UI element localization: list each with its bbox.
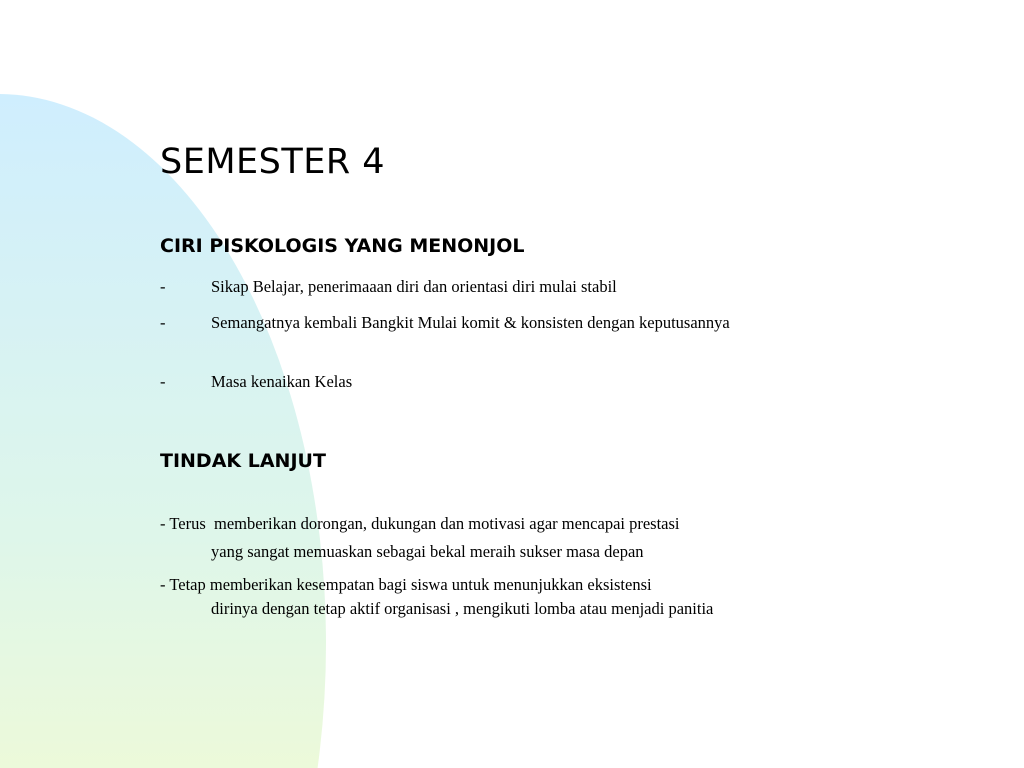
bullet-item [160,275,780,299]
bullet-dash: - [160,313,166,332]
action-item [160,510,800,566]
bullet-text: Semangatnya kembali Bangkit Mulai komit & konsisten dengan keputusannya [211,313,730,332]
bullet-item [160,370,780,394]
slide-title: SEMESTER 4 [160,142,386,182]
bullet-dash: - [160,277,166,296]
action-item-first-line: - Tetap memberikan kesempatan bagi siswa untuk menunjukkan eksistensi [160,575,652,594]
slide-content [160,0,820,768]
section-heading-tindak-lanjut: TINDAK LANJUT [160,450,326,472]
bullet-text: Sikap Belajar, penerimaaan diri dan orientasi diri mulai stabil [211,277,617,296]
action-item-continuation: dirinya dengan tetap aktif organisasi , mengikuti lomba atau menjadi panitia [211,599,714,618]
action-item [160,573,800,621]
bullet-item [160,311,780,335]
bullet-text: Masa kenaikan Kelas [211,372,353,391]
section-heading-ciri: CIRI PISKOLOGIS YANG MENONJOL [160,235,525,257]
action-item-continuation: yang sangat memuaskan sebagai bekal meraih sukser masa depan [211,542,644,561]
bullet-dash: - [160,372,166,391]
action-item-first-line: - Terus memberikan dorongan, dukungan dan motivasi agar mencapai prestasi [160,514,680,533]
